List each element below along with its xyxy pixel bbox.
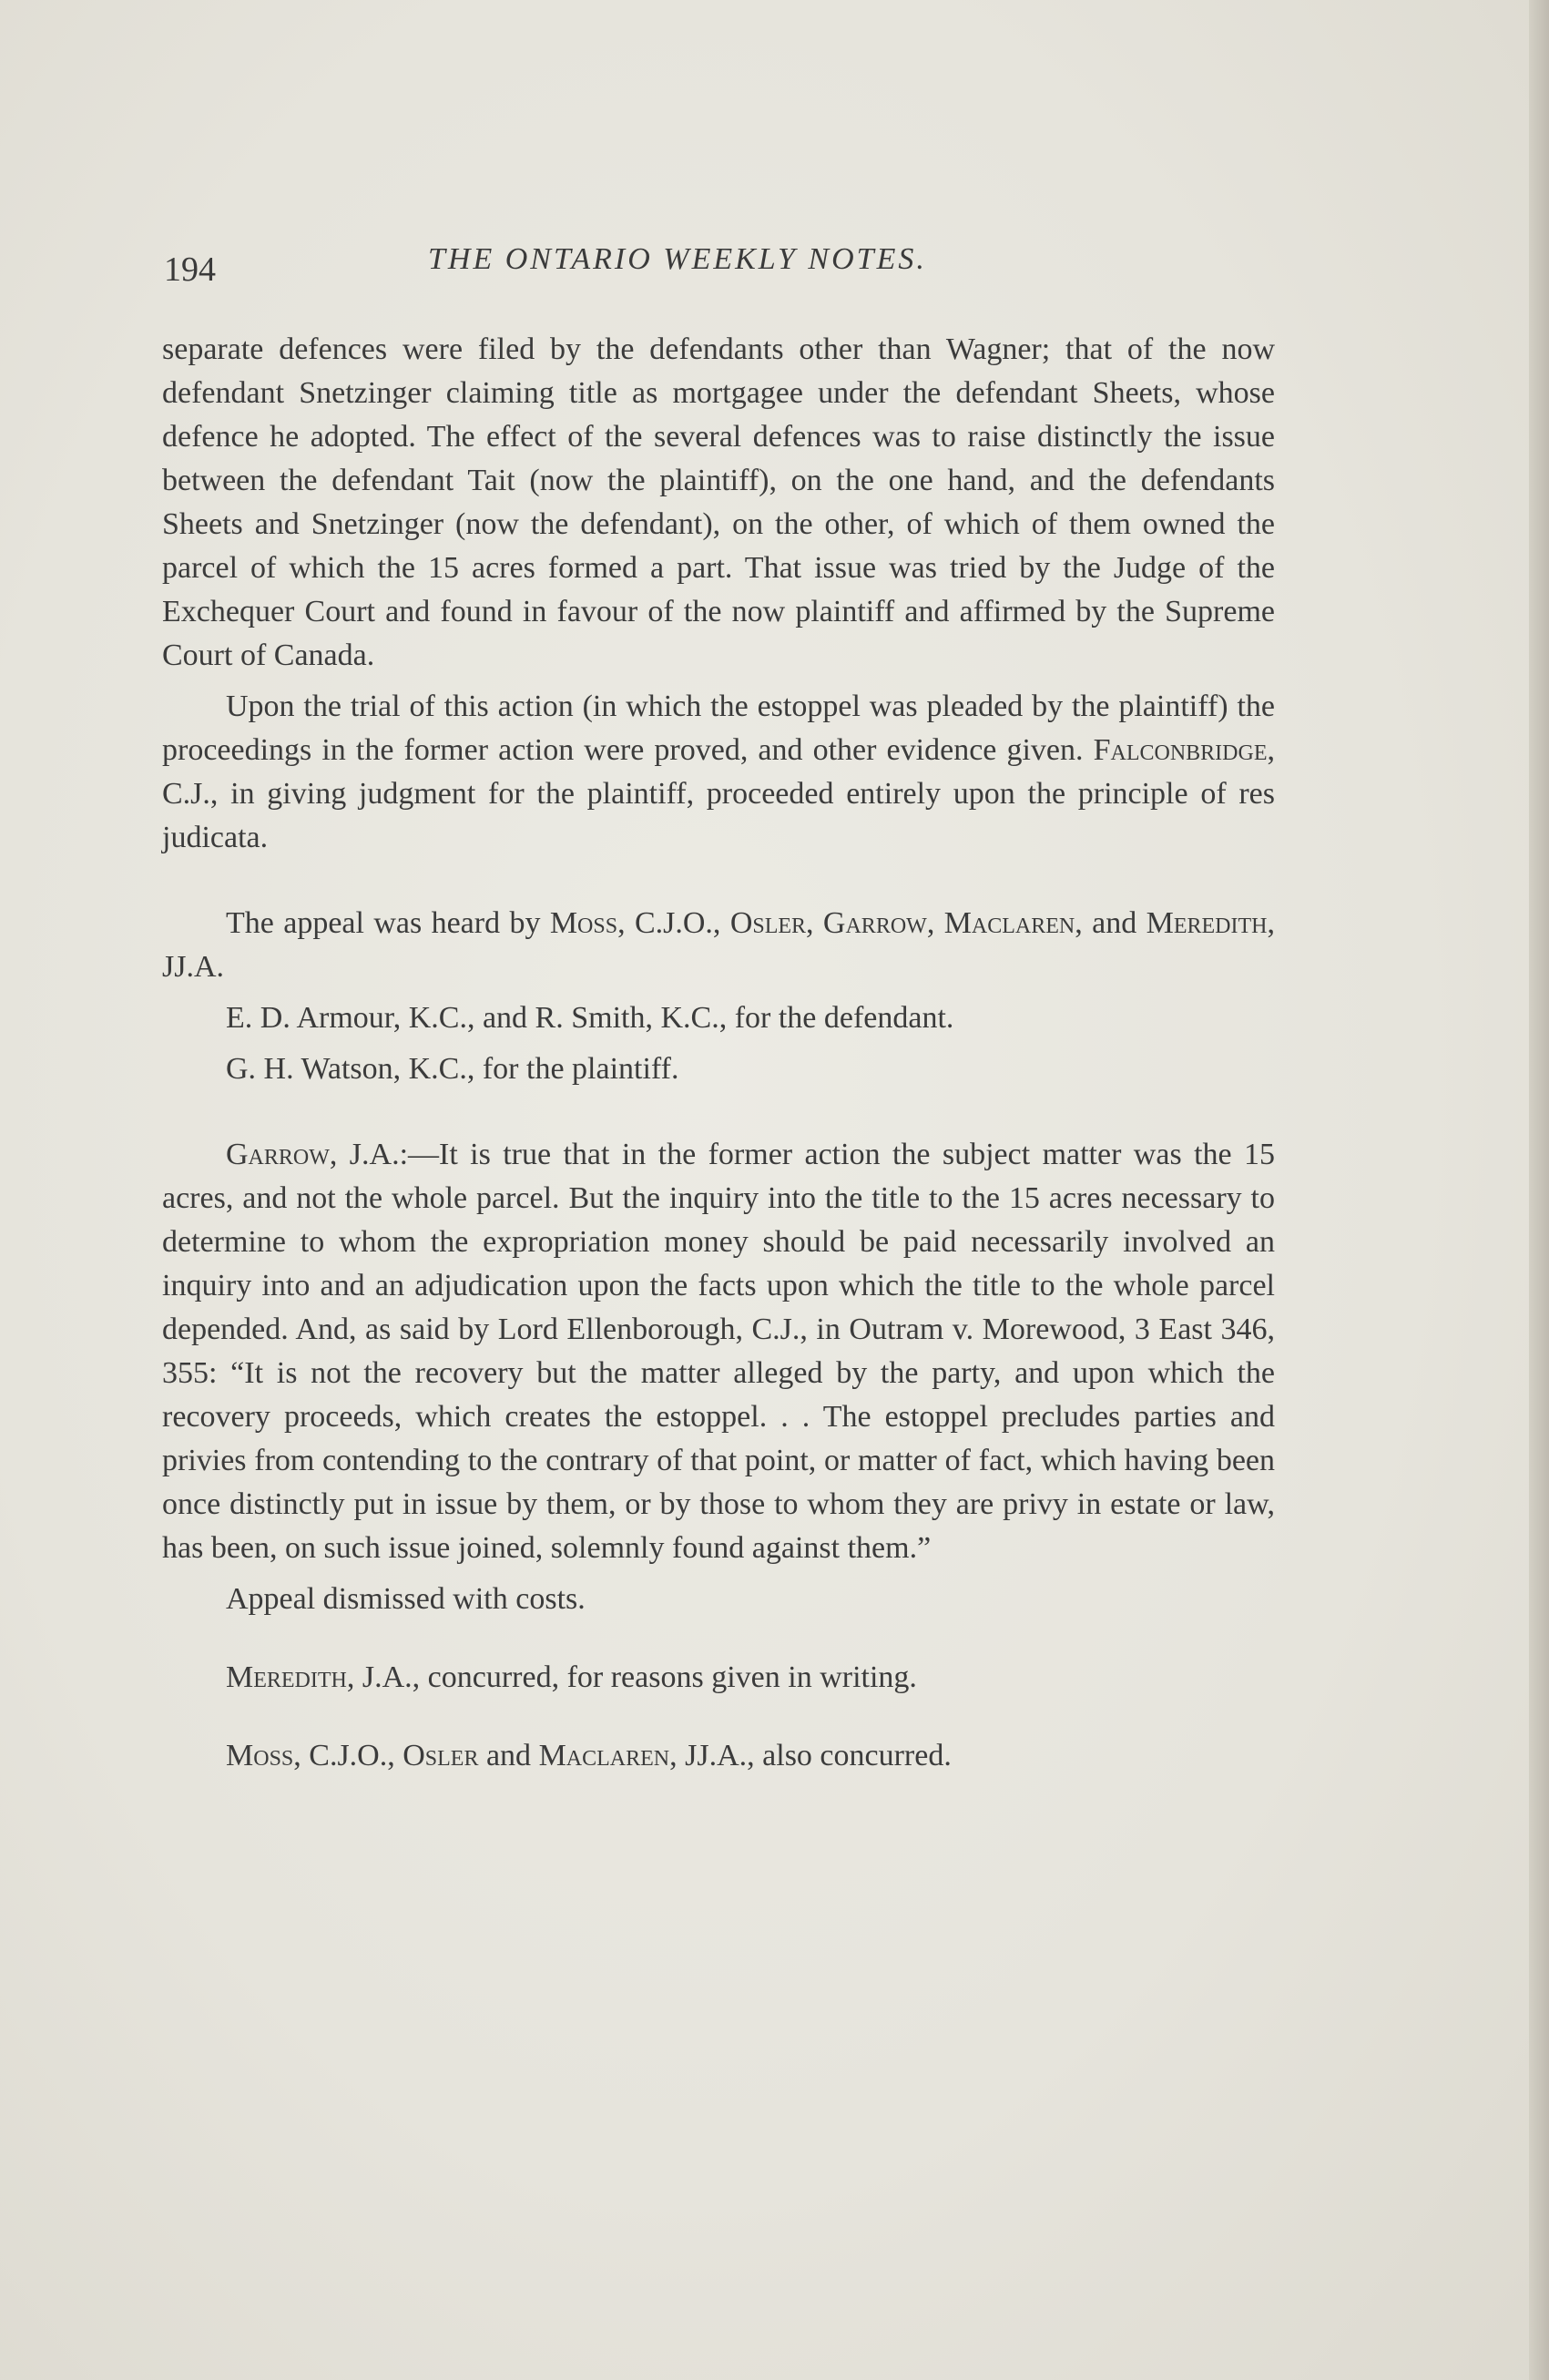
counsel-defendant: E. D. Armour, K.C., and R. Smith, K.C., for the defendant.	[226, 1001, 954, 1035]
judge-name-garrow: Garrow	[822, 906, 927, 940]
paragraph-appeal-heard	[162, 902, 1275, 989]
judge-name-maclaren: Maclaren	[943, 906, 1075, 940]
concurred-and: and	[485, 1739, 532, 1772]
paragraph-judgment-garrow	[162, 1133, 1275, 1570]
page-number: 194	[164, 250, 216, 289]
page-edge	[1529, 0, 1549, 2380]
judge-name-falconbridge: Falconbridge	[1093, 733, 1268, 767]
counsel-plaintiff: G. H. Watson, K.C., for the plaintiff.	[226, 1052, 679, 1086]
judgment-text: , J.A.:—It is true that in the former action the subject matter was the 15 acres, and not the whole parcel. But the inquiry into the title to the 15 acres necessary to determine to whom the expropriation money should be paid necessarily involved an inquiry into and an adjudication upon the facts upon which the title to the whole parcel depended. And, as said by Lord Ellenborough, C.J., in Outram v. Morewood, 3 East 346, 355: “It is not the recovery but the matter alleged by the party, and upon which the recovery proceeds, which creates the estoppel. . . The estoppel precludes parties and privies from contending to the contrary of that point, or matter of fact, which having been once distinctly put in issue by them, or by those to whom they are privy in estate or law, has been, on such issue joined, solemnly found against them.”	[162, 1138, 1275, 1565]
disposition: Appeal dismissed with costs.	[226, 1582, 586, 1616]
judge-name-osler: Osler	[729, 906, 807, 940]
page-header	[164, 239, 1266, 293]
comma: ,	[926, 906, 935, 940]
body-text	[162, 328, 1275, 1778]
judge-name-meredith: Meredith	[1146, 906, 1268, 940]
appeal-heard-prefix: The appeal was heard by	[226, 906, 541, 940]
paragraph-meredith-concurred	[162, 1656, 1275, 1700]
paragraph-trial	[162, 685, 1275, 860]
concurred-text: , C.J.O.,	[293, 1739, 395, 1772]
paragraph-others-concurred	[162, 1734, 1275, 1778]
comma: ,	[806, 906, 814, 940]
judge-name-maclaren: Maclaren	[538, 1739, 670, 1772]
trial-text-1: Upon the trial of this action (in which the estoppel was pleaded by the plaintiff) the proceedings in the former action were proved, and other evidence given.	[162, 689, 1275, 767]
appeal-heard-text: , C.J.O.,	[617, 906, 721, 940]
appeal-heard-and: , and	[1075, 906, 1137, 940]
judge-name-moss: Moss	[226, 1739, 294, 1772]
appeal-heard-suffix: , JJ.A.	[162, 906, 1275, 984]
meredith-concurred-text: , J.A., concurred, for reasons given in writing.	[346, 1660, 917, 1694]
judge-name-meredith: Meredith	[226, 1660, 347, 1694]
judge-name-osler: Osler	[403, 1739, 479, 1772]
running-title: THE ONTARIO WEEKLY NOTES.	[428, 242, 927, 276]
judge-name-garrow: Garrow	[226, 1138, 330, 1171]
concurred-suffix: , JJ.A., also concurred.	[669, 1739, 952, 1772]
paragraph-defences: separate defences were filed by the defendants other than Wagner; that of the now defendant Snetzinger claiming title as mortgagee under the defendant Sheets, whose defence he adopted. The effect of the several defences was to raise distinctly the issue between the defendant Tait (now the plaintiff), on the one hand, and the defendants Sheets and Snetzinger (now the defendant), on the other, of which of them owned the parcel of which the 15 acres formed a part. That issue was tried by the Judge of the Exchequer Court and found in favour of the now plaintiff and affirmed by the Supreme Court of Canada.	[162, 332, 1275, 672]
trial-text-2: , C.J., in giving judgment for the plaintiff, proceeded entirely upon the principle of res judicata.	[162, 733, 1275, 854]
judge-name-moss: Moss	[549, 906, 618, 940]
